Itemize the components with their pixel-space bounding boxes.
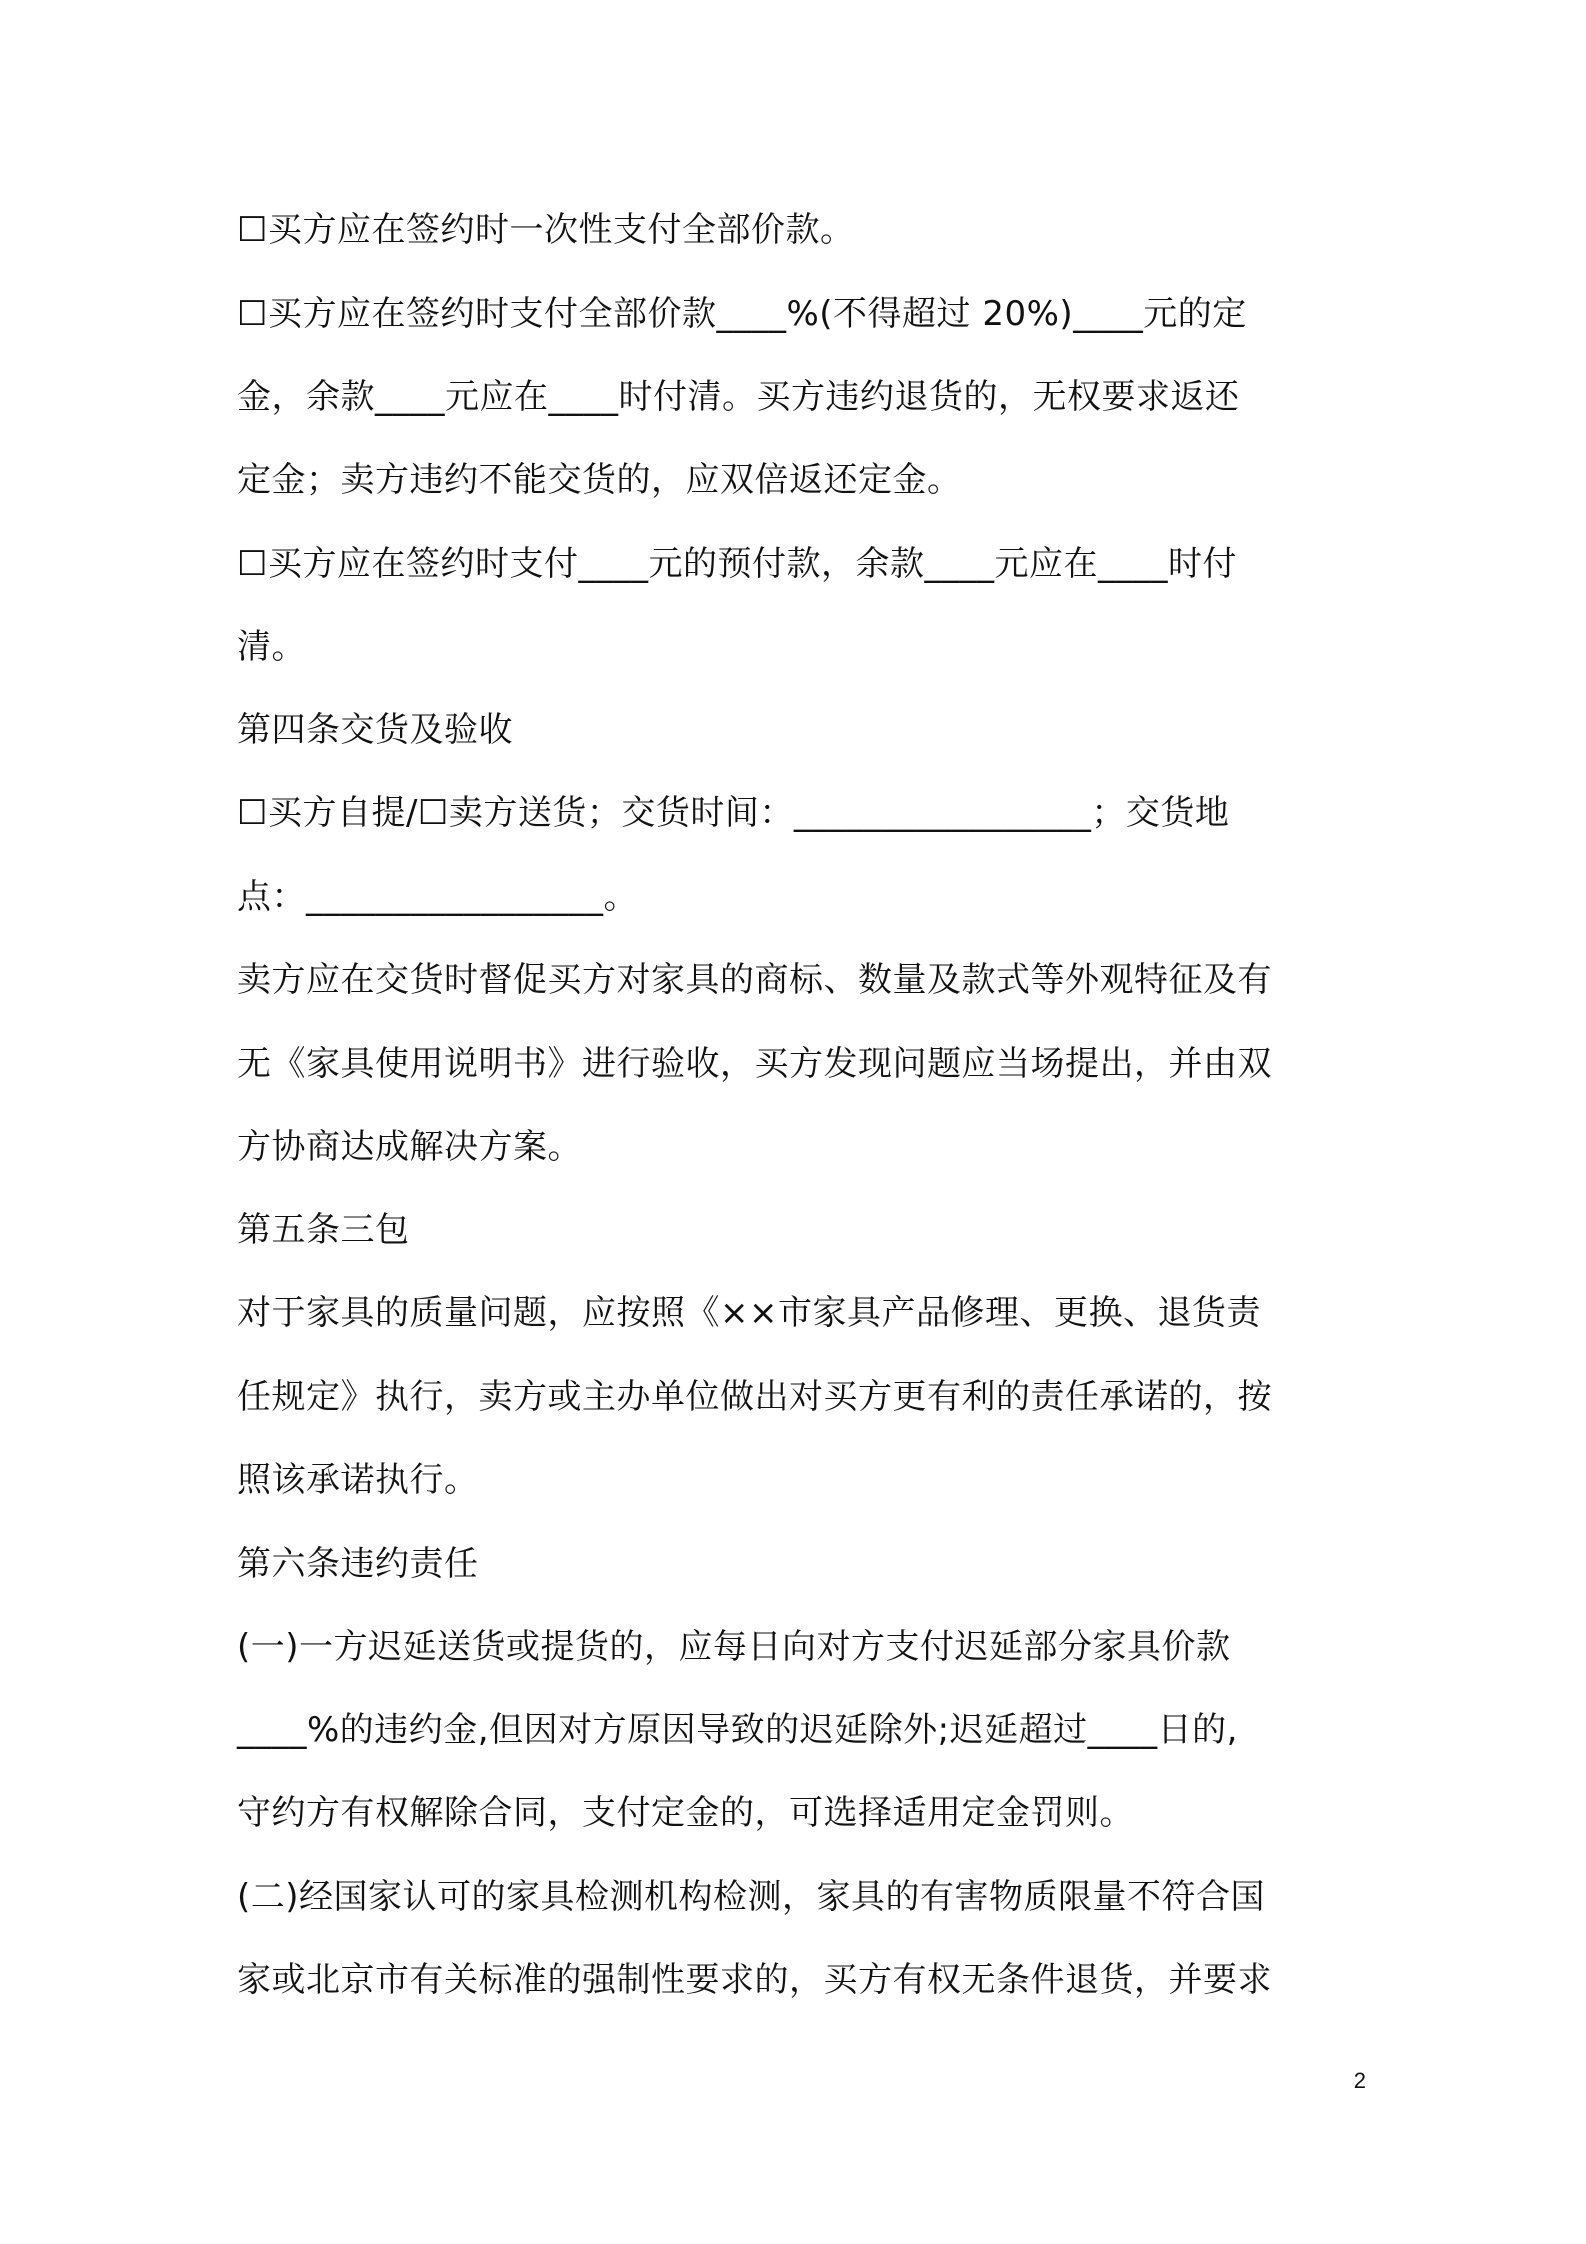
paragraph-line: 无《家具使用说明书》进行验收，买方发现问题应当场提出，并由双 — [237, 1044, 1272, 1084]
paragraph-line: 点：_________________。 — [237, 877, 638, 917]
paragraph-line: 定金；卖方违约不能交货的，应双倍返还定金。 — [237, 460, 962, 500]
paragraph-line: (一)一方迟延送货或提货的，应每日向对方支付迟延部分家具价款 — [237, 1627, 1231, 1667]
section-heading: 第六条违约责任 — [237, 1544, 479, 1584]
paragraph-line: 方协商达成解决方案。 — [237, 1127, 582, 1167]
section-heading: 第四条交货及验收 — [237, 710, 513, 750]
paragraph-line: 守约方有权解除合同，支付定金的，可选择适用定金罚则。 — [237, 1793, 1134, 1833]
paragraph-line: ☐买方应在签约时支付全部价款____%(不得超过 20%)____元的定 — [237, 294, 1247, 334]
paragraph-line: ☐买方自提/☐卖方送货；交货时间：_________________；交货地 — [237, 793, 1230, 833]
paragraph-line: 任规定》执行，卖方或主办单位做出对买方更有利的责任承诺的，按 — [237, 1377, 1272, 1417]
paragraph-line: 金，余款____元应在____时付清。买方违约退货的，无权要求返还 — [237, 377, 1240, 417]
page-number: 2 — [1353, 2068, 1366, 2093]
paragraph-line: ____%的违约金,但因对方原因导致的迟延除外;迟延超过____日的, — [237, 1710, 1238, 1750]
paragraph-line: (二)经国家认可的家具检测机构检测，家具的有害物质限量不符合国 — [237, 1877, 1266, 1917]
paragraph-line: 照该承诺执行。 — [237, 1460, 479, 1500]
paragraph-line: ☐买方应在签约时支付____元的预付款，余款____元应在____时付 — [237, 544, 1237, 584]
paragraph-line: 清。 — [237, 627, 306, 667]
paragraph-line: ☐买方应在签约时一次性支付全部价款。 — [237, 210, 855, 250]
paragraph-line: 对于家具的质量问题，应按照《××市家具产品修理、更换、退货责 — [237, 1293, 1261, 1333]
section-heading: 第五条三包 — [237, 1210, 410, 1250]
paragraph-line: 卖方应在交货时督促买方对家具的商标、数量及款式等外观特征及有 — [237, 960, 1272, 1000]
paragraph-line: 家或北京市有关标准的强制性要求的，买方有权无条件退货，并要求 — [237, 1960, 1272, 2000]
